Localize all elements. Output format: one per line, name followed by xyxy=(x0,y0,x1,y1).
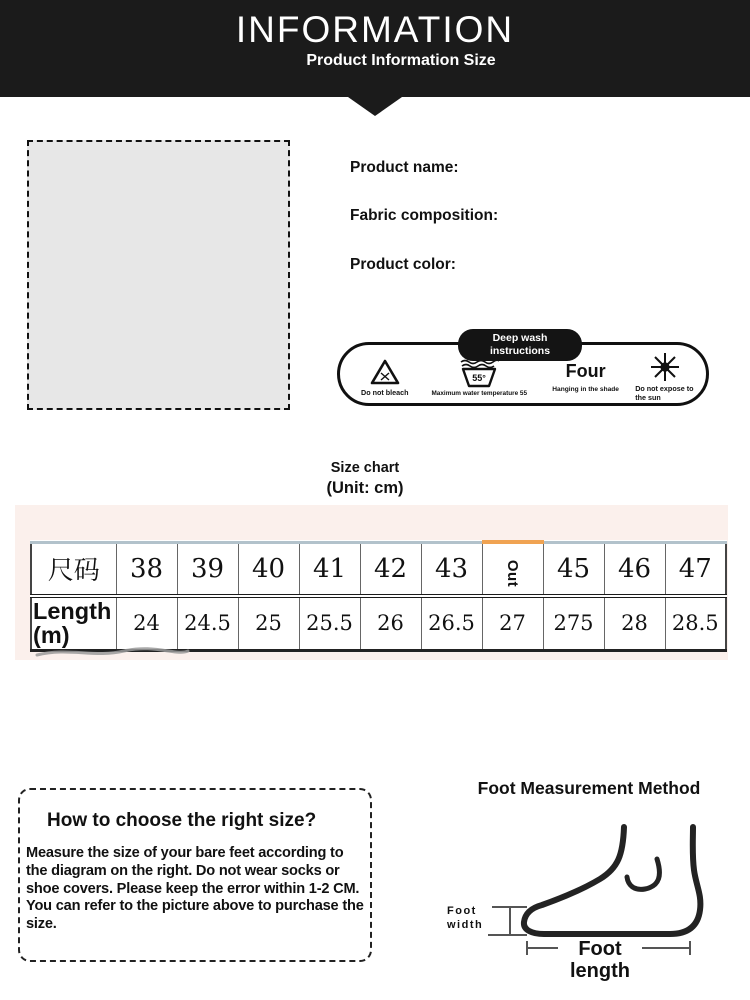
product-color-label: Product color: xyxy=(350,256,456,273)
dry-in-shade-label: Hanging in the shade xyxy=(552,385,619,393)
length-cell: 28.5 xyxy=(665,596,726,650)
foot-width-label-line2: width xyxy=(447,919,484,931)
size-cell: 38 xyxy=(116,542,177,596)
length-cell: 26.5 xyxy=(421,596,482,650)
header-banner xyxy=(0,0,750,97)
wash-temp-value: 55° xyxy=(472,372,487,383)
length-row xyxy=(31,596,726,650)
size-chart-unit: (Unit: cm) xyxy=(326,479,404,497)
length-header-line2: (m) xyxy=(33,622,70,649)
length-cell: 27 xyxy=(482,596,543,650)
size-cell: 43 xyxy=(421,542,482,596)
size-cell: 46 xyxy=(604,542,665,596)
wash-instructions-badge xyxy=(458,329,582,361)
no-sun-label: Do not expose to the sun xyxy=(635,383,694,402)
how-to-choose-title: How to choose the right size? xyxy=(47,810,317,831)
length-header-line1: Length xyxy=(33,598,112,624)
length-cell: 25.5 xyxy=(299,596,360,650)
page-title: INFORMATION xyxy=(235,9,515,50)
length-cell: 24 xyxy=(116,596,177,650)
foot-measurement-title: Foot Measurement Method xyxy=(477,778,701,798)
size-row xyxy=(31,542,726,596)
size-chart-table xyxy=(30,540,727,652)
size-row-header: 尺码 xyxy=(31,542,116,596)
size-cell: 45 xyxy=(543,542,604,596)
foot-length-label-line1: Foot xyxy=(578,938,622,960)
product-name-label: Product name: xyxy=(350,159,459,176)
out-rotated-text: Out xyxy=(503,559,521,587)
wash-item-dry-in-shade xyxy=(538,362,633,393)
product-image-placeholder xyxy=(27,140,290,410)
size-cell: 40 xyxy=(238,542,299,596)
length-cell: 24.5 xyxy=(177,596,238,650)
foot-width-label-line1: Foot xyxy=(447,905,477,917)
underline-squiggle-icon xyxy=(34,643,192,661)
size-cell: 39 xyxy=(177,542,238,596)
foot-length-label-line2: length xyxy=(570,960,630,982)
wash-temp-icon xyxy=(457,358,501,388)
max-temp-label: Maximum water temperature 55 xyxy=(431,389,528,397)
how-to-choose-box xyxy=(18,788,372,962)
length-cell: 28 xyxy=(604,596,665,650)
heel-detail-icon xyxy=(627,859,659,889)
size-chart-heading xyxy=(265,460,465,498)
page-subtitle: Product Information Size xyxy=(306,52,496,69)
dry-in-shade-title: Four xyxy=(565,360,606,381)
no-sun-icon xyxy=(650,352,680,382)
do-not-bleach-icon xyxy=(369,358,401,386)
wash-badge-line2: instructions xyxy=(489,344,551,357)
size-cell: 41 xyxy=(299,542,360,596)
fabric-composition-label: Fabric composition: xyxy=(350,207,499,224)
wash-badge-line1: Deep wash xyxy=(492,332,548,344)
length-row-header xyxy=(31,596,116,650)
size-chart-title: Size chart xyxy=(330,460,400,476)
size-cell-out xyxy=(482,542,543,596)
foot-outline-icon xyxy=(524,827,700,934)
wash-instructions-panel xyxy=(337,332,709,406)
foot-diagram xyxy=(430,815,720,990)
length-cell: 275 xyxy=(543,596,604,650)
how-to-choose-body: Measure the size of your bare feet according to the diagram on the right. Do not wear socks or shoe covers. Please keep the error within 1-2 CM. You can refer to the picture above to purchase the size. xyxy=(26,845,364,933)
wash-item-max-temp xyxy=(421,358,538,397)
length-cell: 26 xyxy=(360,596,421,650)
size-cell: 42 xyxy=(360,542,421,596)
wash-item-no-sun xyxy=(633,352,697,403)
size-cell: 47 xyxy=(665,542,726,596)
do-not-bleach-label: Do not bleach xyxy=(361,387,409,397)
length-cell: 25 xyxy=(238,596,299,650)
wash-item-do-not-bleach xyxy=(349,358,421,397)
down-arrow-icon xyxy=(348,97,402,116)
length-header-text xyxy=(33,599,111,648)
